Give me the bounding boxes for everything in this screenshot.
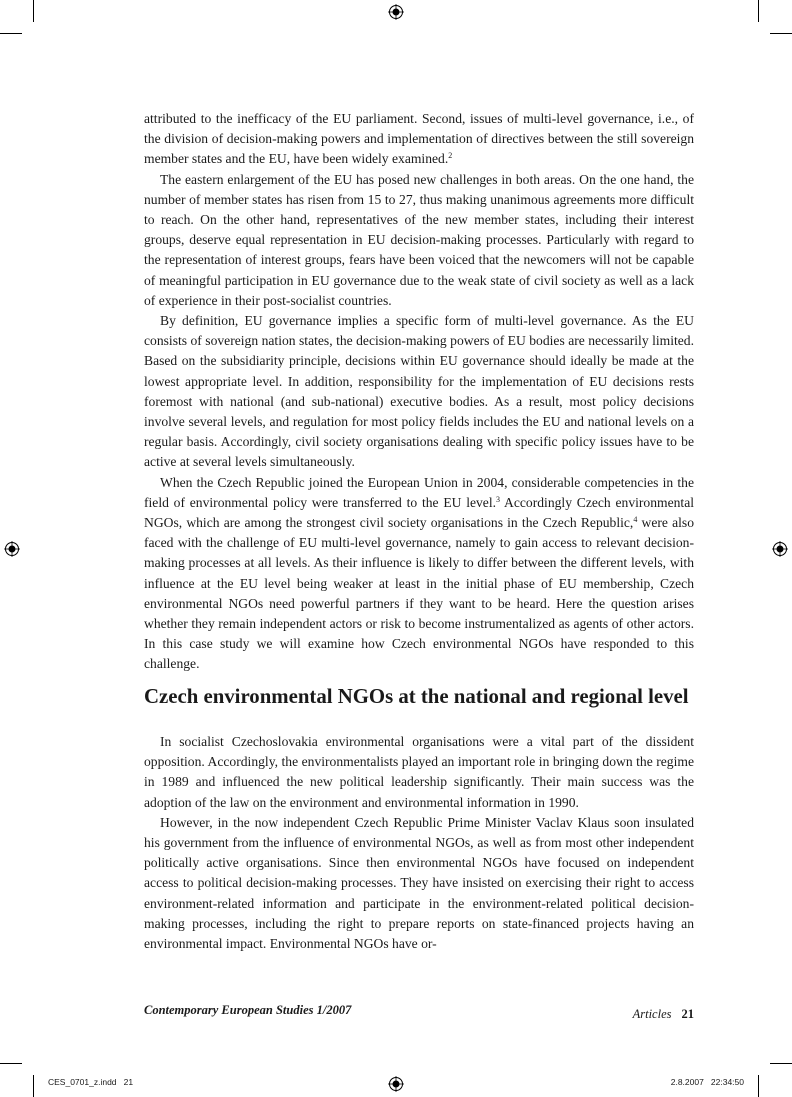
article-body: [144, 109, 694, 675]
paragraph: However, in the now independent Czech Republic Prime Minister Vaclav Klaus soon insulated his government from the influence of environmental NGOs, as well as from most other independent politically active organisations. Since then environmental NGOs have focused on independent access to political decision-making processes. They have insisted on exercising their right to access environment-related information and participate in the environment-related political decision-making processes, including the right to prepare reports on state-financed projects having an environmental impact. Environmental NGOs have or-: [144, 814, 694, 952]
crop-mark: [758, 1075, 759, 1097]
slug-filename: CES_0701_z.indd 21: [48, 1077, 134, 1087]
section-name: Articles: [632, 1007, 672, 1021]
paragraph: The eastern enlargement of the EU has posed new challenges in both areas. On the one hand, the number of member states has risen from 15 to 27, thus making unanimous agreements more difficult to reach. On the other hand, representatives of the new member states, including their interest groups, deserve equal representation in EU decision-making processes. Particularly with regard to the representation of interest groups, fears have been voiced that the newcomers will not be capable of meaningful participation in EU governance due to the weak state of civil society as well as a lack of experience in their post-socialist countries.: [144, 171, 694, 308]
paragraph: When the Czech Republic joined the European Union in 2004, considerable competencies in the field of environmental policy were transferred to the EU level.$^3$ Accordingly Czech environmental NGOs, which are among the strongest civil society organisations in the Czech Republic,$^4$ were also faced with the challenge of EU multi-level governance, namely to gain access to relevant decision-making processes at all levels. As their influence is likely to differ between the different levels, with influence at the EU level being weaker at least in the initial phase of EU membership, Czech environmental NGOs need powerful partners if they want to be heard. Here the question arises whether they remain independent actors or risk to become instrumentalized as agents of other actors. In this case study we will examine how Czech environmental NGOs have responded to this challenge.: [144, 474, 695, 672]
section-heading: Czech environmental NGOs at the national and regional level: [144, 685, 689, 708]
registration-mark-icon: [772, 541, 788, 557]
crop-mark: [770, 1063, 792, 1064]
registration-mark-icon: [388, 4, 404, 20]
slug-timestamp: 2.8.2007 22:34:50: [670, 1077, 744, 1087]
section-body: [144, 732, 694, 954]
paragraph: By definition, EU governance implies a specific form of multi-level governance. As the EU consists of sovereign nation states, the decision-making powers of EU bodies are necessarily limited. Based on the subsidiarity principle, decisions within EU governance should ideally be made at the lowest appropriate level. In addition, responsibility for the implementation of EU decisions rests foremost with national (and sub-national) executive bodies. As a result, most policy decisions involve several levels, and regulation for most policy fields includes the EU and national levels on a regular basis. Accordingly, civil society organisations dealing with specific policy issues have to be active at several levels simultaneously.: [144, 313, 694, 470]
crop-mark: [33, 1075, 34, 1097]
crop-mark: [0, 33, 22, 34]
crop-mark: [0, 1063, 22, 1064]
page-number: 21: [681, 1007, 694, 1021]
footnote-ref[interactable]: 2: [448, 151, 453, 161]
running-footer: [633, 1007, 694, 1022]
paragraph: attributed to the inefficacy of the EU parliament. Second, issues of multi-level governance, i.e., of the division of decision-making powers and implementation of directives between the still sovereign member states and the EU, have been widely examined.$^2$: [144, 111, 694, 167]
crop-mark: [770, 33, 792, 34]
footnote-ref[interactable]: 4: [633, 515, 638, 525]
registration-mark-icon: [4, 541, 20, 557]
crop-mark: [758, 0, 759, 22]
crop-mark: [33, 0, 34, 22]
registration-mark-icon: [388, 1076, 404, 1092]
paragraph: In socialist Czechoslovakia environmental organisations were a vital part of the dissident opposition. Accordingly, the environmentalists played an important role in bringing down the regime in 1989 and influenced the new political leadership significantly. Their main success was the adoption of the law on the environment and environmental information in 1990.: [144, 734, 694, 810]
footnote-ref[interactable]: 3: [496, 494, 501, 504]
journal-title: Contemporary European Studies 1/2007: [144, 1003, 352, 1017]
